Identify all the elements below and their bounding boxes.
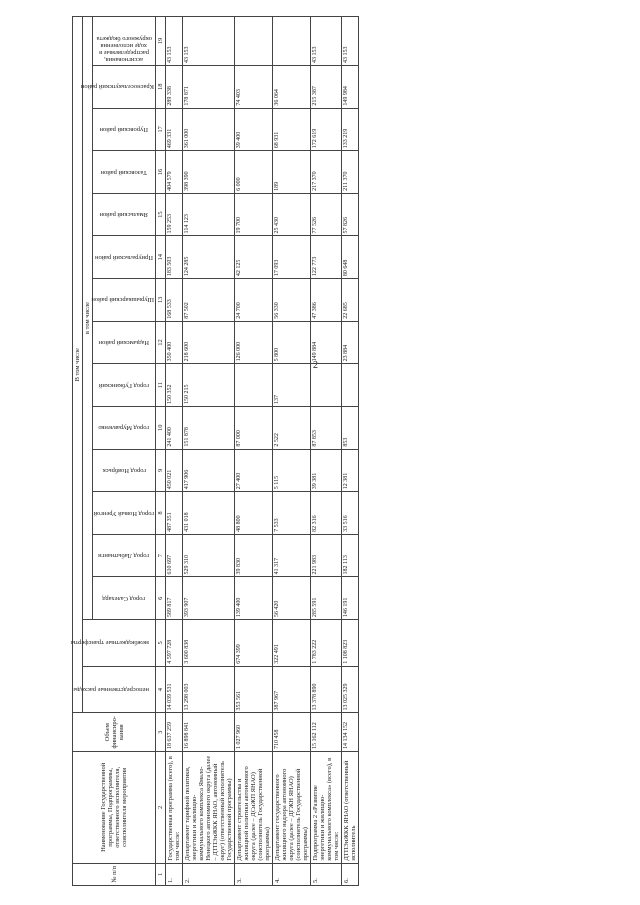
table-row (311, 17, 342, 886)
value-cell: 150 352 (166, 364, 183, 407)
value-cell: 43 153 (342, 17, 359, 66)
value-cell: 149 984 (342, 65, 359, 108)
value-cell: 47 386 (311, 279, 342, 322)
column-index-cell: 6 (156, 577, 166, 620)
value-cell: 146 191 (342, 577, 359, 620)
budget-table (72, 16, 359, 886)
row-name-cell: Департамент строительства и жилищной политики автономного округа (далее – ДСиЖП ЯНАО) (соисполнитель Государственной программы) (235, 752, 273, 864)
value-cell: 285 591 (311, 577, 342, 620)
row-name-cell: Государственная программа (всего), в том числе: (166, 752, 183, 864)
row-number-cell: 3. (235, 863, 273, 885)
value-cell: 42 125 (235, 236, 273, 279)
row-name-cell: Департамент государственного жилищного надзора автономного округа (далее – ДГЖН ЯНАО) (соисполнитель Государственной программы) (273, 752, 311, 864)
value-cell: 417 906 (183, 449, 235, 492)
col-header-municipality: Надымский район (93, 321, 156, 364)
col-header-no: № п/п (73, 863, 156, 885)
row-name-cell: Подпрограмма 2 «Развитие энергетики и жилищно-коммунального комплекса» (всего), в том числе: (311, 752, 342, 864)
value-cell: 404 579 (166, 151, 183, 194)
column-index-cell: 3 (156, 713, 166, 752)
value-cell: 22 685 (342, 279, 359, 322)
value-cell: 12 381 (342, 449, 359, 492)
value-cell: 122 773 (311, 236, 342, 279)
value-cell: 151 878 (183, 406, 235, 449)
column-index-cell: 1 (156, 863, 166, 885)
col-header-municipality: город Лабытнанги (93, 534, 156, 577)
value-cell (273, 17, 311, 66)
column-index-cell: 19 (156, 17, 166, 66)
col-header-municipality: Приуральский район (93, 236, 156, 279)
col-header-municipality: город Губкинский (93, 364, 156, 407)
col-header-name: Наименование Государственной программы, Подпрограммы, ответственного исполнителя, соисполнителя мероприятия (73, 752, 156, 864)
column-index-cell: 17 (156, 108, 166, 151)
row-name-cell: ДТПЭиЖКК ЯНАО (ответственный исполнитель (342, 752, 359, 864)
value-cell: 56 330 (273, 279, 311, 322)
value-cell: 126 000 (235, 321, 273, 364)
value-cell: 3 600 838 (183, 620, 235, 667)
value-cell: 5 800 (273, 321, 311, 364)
value-cell: 183 503 (166, 236, 183, 279)
value-cell: 1 027 960 (235, 713, 273, 752)
col-header-municipality: Тазовский район (93, 151, 156, 194)
column-index-cell: 7 (156, 534, 166, 577)
rotated-table-container (72, 16, 592, 886)
value-cell: 322 491 (273, 620, 311, 667)
value-cell: 14 134 152 (342, 713, 359, 752)
index-row (156, 17, 166, 886)
value-cell: 217 370 (311, 151, 342, 194)
column-index-cell: 12 (156, 321, 166, 364)
value-cell: 178 871 (183, 65, 235, 108)
value-cell: 150 215 (183, 364, 235, 407)
value-cell: 23 884 (342, 321, 359, 364)
value-cell (235, 364, 273, 407)
value-cell: 450 021 (166, 449, 183, 492)
col-header-transfers: межбюджетные трансферты (83, 620, 156, 667)
value-cell: 149 884 (311, 321, 342, 364)
value-cell: 114 123 (183, 193, 235, 236)
value-cell: 18 637 259 (166, 713, 183, 752)
header-row-1 (73, 17, 83, 886)
value-cell: 87 853 (311, 406, 342, 449)
row-number-cell: 1. (166, 863, 183, 885)
value-cell: 2 522 (273, 406, 311, 449)
value-cell: 14 039 531 (166, 666, 183, 713)
value-cell: 13 298 003 (183, 666, 235, 713)
column-index-cell: 8 (156, 492, 166, 535)
value-cell: 56 420 (273, 577, 311, 620)
value-cell: 853 (342, 406, 359, 449)
value-cell: 487 351 (166, 492, 183, 535)
value-cell: 80 648 (342, 236, 359, 279)
col-header-municipality: город Ноябрьск (93, 449, 156, 492)
value-cell: 610 697 (166, 534, 183, 577)
value-cell: 361 000 (183, 108, 235, 151)
row-number-cell: 2. (183, 863, 235, 885)
table-row (183, 17, 235, 886)
value-cell: 57 826 (342, 193, 359, 236)
column-index-cell: 2 (156, 752, 166, 864)
value-cell: 168 533 (166, 279, 183, 322)
value-cell: 27 400 (235, 449, 273, 492)
column-index-cell: 10 (156, 406, 166, 449)
value-cell: 710 458 (273, 713, 311, 752)
table-row (235, 17, 273, 886)
col-header-municipality: Пуровский район (93, 108, 156, 151)
column-index-cell: 16 (156, 151, 166, 194)
value-cell: 43 153 (311, 17, 342, 66)
value-cell: 182 113 (342, 534, 359, 577)
value-cell: 15 162 112 (311, 713, 342, 752)
value-cell: 5 115 (273, 449, 311, 492)
column-index-cell: 18 (156, 65, 166, 108)
value-cell: 36 064 (273, 65, 311, 108)
col-header-municipality: город Новый Уренгой (93, 492, 156, 535)
column-index-cell: 9 (156, 449, 166, 492)
value-cell: 87 502 (183, 279, 235, 322)
value-cell: 139 400 (235, 577, 273, 620)
column-index-cell: 15 (156, 193, 166, 236)
value-cell: 189 (273, 151, 311, 194)
value-cell: 77 526 (311, 193, 342, 236)
table-row (166, 17, 183, 886)
value-cell: 159 253 (166, 193, 183, 236)
value-cell: 87 000 (235, 406, 273, 449)
column-index-cell: 14 (156, 236, 166, 279)
value-cell: 133 219 (342, 108, 359, 151)
value-cell: 289 338 (166, 65, 183, 108)
value-cell: 41 317 (273, 534, 311, 577)
table-row (273, 17, 311, 886)
value-cell: 1 783 222 (311, 620, 342, 667)
table-body (156, 17, 359, 886)
col-header-reserve: ассигнования, распределяемые в ходе исполнения окружного бюджета (93, 17, 156, 66)
value-cell: 13 378 890 (311, 666, 342, 713)
table-row (342, 17, 359, 886)
col-header-group: В том числе (73, 17, 83, 713)
value-cell: 7 533 (273, 492, 311, 535)
value-cell: 350 400 (166, 321, 183, 364)
value-cell: 172 619 (311, 108, 342, 151)
value-cell: 241 400 (166, 406, 183, 449)
value-cell: 43 153 (183, 17, 235, 66)
value-cell: 68 931 (273, 108, 311, 151)
value-cell: 674 399 (235, 620, 273, 667)
value-cell: 393 907 (183, 577, 235, 620)
value-cell: 137 (273, 364, 311, 407)
value-cell: 218 600 (183, 321, 235, 364)
column-index-cell: 11 (156, 364, 166, 407)
value-cell: 6 000 (235, 151, 273, 194)
value-cell (311, 364, 342, 407)
value-cell: 215 387 (311, 65, 342, 108)
col-header-municipality: Красноселькупский район (93, 65, 156, 108)
value-cell: 39 400 (235, 108, 273, 151)
column-index-cell: 5 (156, 620, 166, 667)
column-index-cell: 13 (156, 279, 166, 322)
value-cell: 211 370 (342, 151, 359, 194)
value-cell: 17 093 (273, 236, 311, 279)
row-number-cell: 4. (273, 863, 311, 885)
value-cell: 16 898 841 (183, 713, 235, 752)
page-number: 2 (313, 360, 318, 371)
row-number-cell: 6. (342, 863, 359, 885)
value-cell: 82 316 (311, 492, 342, 535)
col-header-municipality: Шурышкарский район (93, 279, 156, 322)
col-header-municipality: город Салехард (93, 577, 156, 620)
row-name-cell: Департамент тарифной политики, энергетики и жилищно-коммунального комплекса Ямало-Ненецкого автономного округа (далее – ДТПЭиЖКК ЯНАО, автономный округ) (ответственный исполнитель Государственной программы) (183, 752, 235, 864)
row-number-cell: 5. (311, 863, 342, 885)
value-cell: 24 700 (235, 279, 273, 322)
value-cell: 353 561 (235, 666, 273, 713)
value-cell: 469 331 (166, 108, 183, 151)
value-cell: 48 800 (235, 492, 273, 535)
column-index-cell: 4 (156, 666, 166, 713)
value-cell: 74 403 (235, 65, 273, 108)
col-header-municipality: Ямальский район (93, 193, 156, 236)
value-cell: 387 967 (273, 666, 311, 713)
value-cell: 589 817 (166, 577, 183, 620)
col-header-municipality: город Муравленко (93, 406, 156, 449)
value-cell: 43 153 (166, 17, 183, 66)
value-cell: 124 285 (183, 236, 235, 279)
value-cell: 221 983 (311, 534, 342, 577)
value-cell: 529 310 (183, 534, 235, 577)
col-header-volume: Объем финансиро-вания (73, 713, 156, 752)
value-cell: 39 830 (235, 534, 273, 577)
value-cell: 398 390 (183, 151, 235, 194)
col-header-self-expenses: непосредственные расходы (83, 666, 156, 713)
col-header-subgroup: в том числе (83, 17, 93, 620)
value-cell: 19 700 (235, 193, 273, 236)
value-cell: 33 516 (342, 492, 359, 535)
value-cell (342, 364, 359, 407)
value-cell: 25 430 (273, 193, 311, 236)
value-cell: 1 108 823 (342, 620, 359, 667)
value-cell (235, 17, 273, 66)
value-cell: 4 597 728 (166, 620, 183, 667)
value-cell: 39 381 (311, 449, 342, 492)
value-cell: 13 025 329 (342, 666, 359, 713)
value-cell: 431 018 (183, 492, 235, 535)
